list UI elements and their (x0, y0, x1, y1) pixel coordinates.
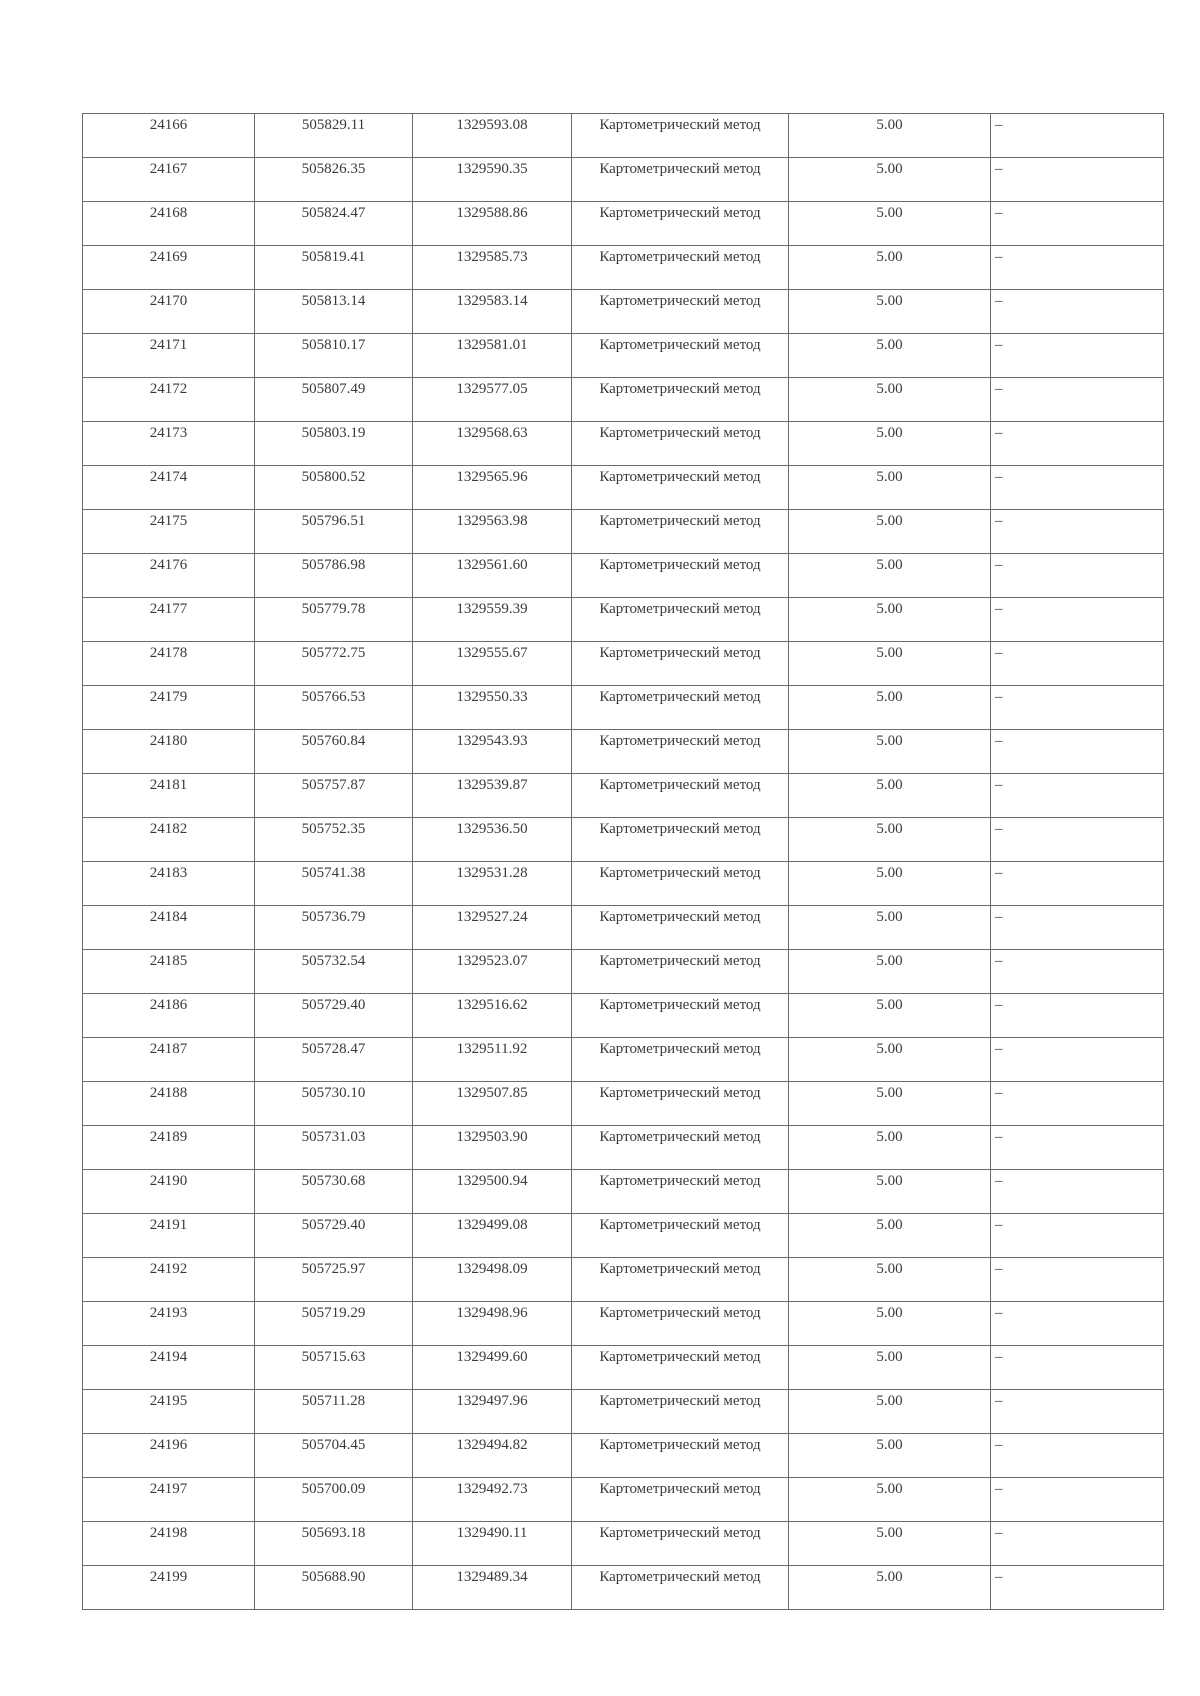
description-cell: – (991, 466, 1164, 510)
accuracy-cell: 5.00 (789, 994, 991, 1038)
y-coordinate-cell: 1329559.39 (413, 598, 572, 642)
y-coordinate-cell: 1329585.73 (413, 246, 572, 290)
point-number-cell: 24188 (83, 1082, 255, 1126)
x-coordinate-cell: 505736.79 (255, 906, 413, 950)
x-coordinate-cell: 505757.87 (255, 774, 413, 818)
y-coordinate-cell: 1329539.87 (413, 774, 572, 818)
table-row (83, 1082, 1164, 1126)
accuracy-cell: 5.00 (789, 510, 991, 554)
x-coordinate-cell: 505829.11 (255, 114, 413, 158)
table-row (83, 290, 1164, 334)
accuracy-cell: 5.00 (789, 1038, 991, 1082)
accuracy-cell: 5.00 (789, 378, 991, 422)
point-number-cell: 24189 (83, 1126, 255, 1170)
method-cell: Картометрический метод (572, 334, 789, 378)
method-cell: Картометрический метод (572, 950, 789, 994)
table-row (83, 334, 1164, 378)
x-coordinate-cell: 505803.19 (255, 422, 413, 466)
method-cell: Картометрический метод (572, 1346, 789, 1390)
point-number-cell: 24171 (83, 334, 255, 378)
accuracy-cell: 5.00 (789, 1390, 991, 1434)
method-cell: Картометрический метод (572, 1082, 789, 1126)
point-number-cell: 24192 (83, 1258, 255, 1302)
point-number-cell: 24196 (83, 1434, 255, 1478)
description-cell: – (991, 202, 1164, 246)
y-coordinate-cell: 1329489.34 (413, 1566, 572, 1610)
method-cell: Картометрический метод (572, 1126, 789, 1170)
point-number-cell: 24176 (83, 554, 255, 598)
method-cell: Картометрический метод (572, 422, 789, 466)
point-number-cell: 24177 (83, 598, 255, 642)
method-cell: Картометрический метод (572, 1214, 789, 1258)
description-cell: – (991, 290, 1164, 334)
accuracy-cell: 5.00 (789, 290, 991, 334)
point-number-cell: 24184 (83, 906, 255, 950)
y-coordinate-cell: 1329577.05 (413, 378, 572, 422)
table-row (83, 818, 1164, 862)
description-cell: – (991, 554, 1164, 598)
x-coordinate-cell: 505730.68 (255, 1170, 413, 1214)
method-cell: Картометрический метод (572, 774, 789, 818)
description-cell: – (991, 114, 1164, 158)
x-coordinate-cell: 505729.40 (255, 994, 413, 1038)
point-number-cell: 24178 (83, 642, 255, 686)
point-number-cell: 24186 (83, 994, 255, 1038)
point-number-cell: 24167 (83, 158, 255, 202)
y-coordinate-cell: 1329590.35 (413, 158, 572, 202)
coordinates-table-body (83, 114, 1164, 1610)
method-cell: Картометрический метод (572, 466, 789, 510)
table-row (83, 1302, 1164, 1346)
y-coordinate-cell: 1329568.63 (413, 422, 572, 466)
accuracy-cell: 5.00 (789, 686, 991, 730)
y-coordinate-cell: 1329507.85 (413, 1082, 572, 1126)
point-number-cell: 24169 (83, 246, 255, 290)
table-row (83, 730, 1164, 774)
table-row (83, 422, 1164, 466)
table-row (83, 994, 1164, 1038)
method-cell: Картометрический метод (572, 1170, 789, 1214)
x-coordinate-cell: 505824.47 (255, 202, 413, 246)
x-coordinate-cell: 505711.28 (255, 1390, 413, 1434)
point-number-cell: 24191 (83, 1214, 255, 1258)
description-cell: – (991, 1082, 1164, 1126)
x-coordinate-cell: 505719.29 (255, 1302, 413, 1346)
accuracy-cell: 5.00 (789, 466, 991, 510)
accuracy-cell: 5.00 (789, 1566, 991, 1610)
y-coordinate-cell: 1329536.50 (413, 818, 572, 862)
accuracy-cell: 5.00 (789, 818, 991, 862)
y-coordinate-cell: 1329490.11 (413, 1522, 572, 1566)
x-coordinate-cell: 505779.78 (255, 598, 413, 642)
description-cell: – (991, 862, 1164, 906)
x-coordinate-cell: 505732.54 (255, 950, 413, 994)
method-cell: Картометрический метод (572, 598, 789, 642)
accuracy-cell: 5.00 (789, 950, 991, 994)
description-cell: – (991, 906, 1164, 950)
description-cell: – (991, 1126, 1164, 1170)
point-number-cell: 24198 (83, 1522, 255, 1566)
table-row (83, 158, 1164, 202)
table-row (83, 1390, 1164, 1434)
accuracy-cell: 5.00 (789, 114, 991, 158)
accuracy-cell: 5.00 (789, 1082, 991, 1126)
x-coordinate-cell: 505715.63 (255, 1346, 413, 1390)
x-coordinate-cell: 505800.52 (255, 466, 413, 510)
method-cell: Картометрический метод (572, 202, 789, 246)
accuracy-cell: 5.00 (789, 1478, 991, 1522)
accuracy-cell: 5.00 (789, 246, 991, 290)
x-coordinate-cell: 505700.09 (255, 1478, 413, 1522)
accuracy-cell: 5.00 (789, 1126, 991, 1170)
y-coordinate-cell: 1329583.14 (413, 290, 572, 334)
description-cell: – (991, 950, 1164, 994)
description-cell: – (991, 1478, 1164, 1522)
point-number-cell: 24172 (83, 378, 255, 422)
x-coordinate-cell: 505725.97 (255, 1258, 413, 1302)
accuracy-cell: 5.00 (789, 1170, 991, 1214)
description-cell: – (991, 1346, 1164, 1390)
y-coordinate-cell: 1329523.07 (413, 950, 572, 994)
table-row (83, 1170, 1164, 1214)
table-row (83, 202, 1164, 246)
table-row (83, 1478, 1164, 1522)
y-coordinate-cell: 1329499.60 (413, 1346, 572, 1390)
description-cell: – (991, 1038, 1164, 1082)
table-row (83, 1522, 1164, 1566)
table-row (83, 906, 1164, 950)
table-row (83, 466, 1164, 510)
x-coordinate-cell: 505760.84 (255, 730, 413, 774)
description-cell: – (991, 774, 1164, 818)
accuracy-cell: 5.00 (789, 598, 991, 642)
method-cell: Картометрический метод (572, 1566, 789, 1610)
point-number-cell: 24199 (83, 1566, 255, 1610)
table-row (83, 642, 1164, 686)
method-cell: Картометрический метод (572, 290, 789, 334)
method-cell: Картометрический метод (572, 1522, 789, 1566)
description-cell: – (991, 1302, 1164, 1346)
accuracy-cell: 5.00 (789, 1522, 991, 1566)
accuracy-cell: 5.00 (789, 158, 991, 202)
description-cell: – (991, 378, 1164, 422)
y-coordinate-cell: 1329503.90 (413, 1126, 572, 1170)
y-coordinate-cell: 1329497.96 (413, 1390, 572, 1434)
point-number-cell: 24179 (83, 686, 255, 730)
x-coordinate-cell: 505796.51 (255, 510, 413, 554)
x-coordinate-cell: 505807.49 (255, 378, 413, 422)
x-coordinate-cell: 505704.45 (255, 1434, 413, 1478)
accuracy-cell: 5.00 (789, 554, 991, 598)
accuracy-cell: 5.00 (789, 1214, 991, 1258)
method-cell: Картометрический метод (572, 686, 789, 730)
method-cell: Картометрический метод (572, 1434, 789, 1478)
description-cell: – (991, 246, 1164, 290)
y-coordinate-cell: 1329494.82 (413, 1434, 572, 1478)
table-row (83, 246, 1164, 290)
point-number-cell: 24168 (83, 202, 255, 246)
point-number-cell: 24181 (83, 774, 255, 818)
method-cell: Картометрический метод (572, 1038, 789, 1082)
x-coordinate-cell: 505752.35 (255, 818, 413, 862)
point-number-cell: 24197 (83, 1478, 255, 1522)
description-cell: – (991, 1214, 1164, 1258)
table-row (83, 510, 1164, 554)
x-coordinate-cell: 505819.41 (255, 246, 413, 290)
method-cell: Картометрический метод (572, 818, 789, 862)
y-coordinate-cell: 1329550.33 (413, 686, 572, 730)
table-row (83, 1258, 1164, 1302)
method-cell: Картометрический метод (572, 554, 789, 598)
point-number-cell: 24195 (83, 1390, 255, 1434)
x-coordinate-cell: 505786.98 (255, 554, 413, 598)
description-cell: – (991, 1390, 1164, 1434)
description-cell: – (991, 642, 1164, 686)
accuracy-cell: 5.00 (789, 906, 991, 950)
accuracy-cell: 5.00 (789, 774, 991, 818)
table-row (83, 950, 1164, 994)
y-coordinate-cell: 1329511.92 (413, 1038, 572, 1082)
x-coordinate-cell: 505688.90 (255, 1566, 413, 1610)
point-number-cell: 24175 (83, 510, 255, 554)
table-row (83, 1434, 1164, 1478)
method-cell: Картометрический метод (572, 642, 789, 686)
description-cell: – (991, 994, 1164, 1038)
x-coordinate-cell: 505810.17 (255, 334, 413, 378)
description-cell: – (991, 1170, 1164, 1214)
y-coordinate-cell: 1329500.94 (413, 1170, 572, 1214)
description-cell: – (991, 1434, 1164, 1478)
accuracy-cell: 5.00 (789, 202, 991, 246)
point-number-cell: 24180 (83, 730, 255, 774)
table-row (83, 862, 1164, 906)
y-coordinate-cell: 1329555.67 (413, 642, 572, 686)
description-cell: – (991, 686, 1164, 730)
table-row (83, 378, 1164, 422)
method-cell: Картометрический метод (572, 114, 789, 158)
x-coordinate-cell: 505826.35 (255, 158, 413, 202)
table-row (83, 1566, 1164, 1610)
x-coordinate-cell: 505693.18 (255, 1522, 413, 1566)
point-number-cell: 24185 (83, 950, 255, 994)
description-cell: – (991, 422, 1164, 466)
y-coordinate-cell: 1329563.98 (413, 510, 572, 554)
accuracy-cell: 5.00 (789, 1258, 991, 1302)
table-row (83, 1126, 1164, 1170)
method-cell: Картометрический метод (572, 730, 789, 774)
method-cell: Картометрический метод (572, 994, 789, 1038)
table-row (83, 114, 1164, 158)
table-row (83, 598, 1164, 642)
point-number-cell: 24174 (83, 466, 255, 510)
point-number-cell: 24190 (83, 1170, 255, 1214)
table-row (83, 554, 1164, 598)
description-cell: – (991, 1522, 1164, 1566)
y-coordinate-cell: 1329498.09 (413, 1258, 572, 1302)
method-cell: Картометрический метод (572, 1478, 789, 1522)
description-cell: – (991, 158, 1164, 202)
point-number-cell: 24173 (83, 422, 255, 466)
method-cell: Картометрический метод (572, 1390, 789, 1434)
y-coordinate-cell: 1329561.60 (413, 554, 572, 598)
y-coordinate-cell: 1329593.08 (413, 114, 572, 158)
description-cell: – (991, 818, 1164, 862)
y-coordinate-cell: 1329498.96 (413, 1302, 572, 1346)
table-row (83, 1346, 1164, 1390)
accuracy-cell: 5.00 (789, 334, 991, 378)
method-cell: Картометрический метод (572, 246, 789, 290)
y-coordinate-cell: 1329516.62 (413, 994, 572, 1038)
accuracy-cell: 5.00 (789, 730, 991, 774)
point-number-cell: 24193 (83, 1302, 255, 1346)
description-cell: – (991, 598, 1164, 642)
point-number-cell: 24183 (83, 862, 255, 906)
accuracy-cell: 5.00 (789, 862, 991, 906)
x-coordinate-cell: 505731.03 (255, 1126, 413, 1170)
method-cell: Картометрический метод (572, 158, 789, 202)
y-coordinate-cell: 1329531.28 (413, 862, 572, 906)
accuracy-cell: 5.00 (789, 1302, 991, 1346)
accuracy-cell: 5.00 (789, 1346, 991, 1390)
y-coordinate-cell: 1329543.93 (413, 730, 572, 774)
point-number-cell: 24187 (83, 1038, 255, 1082)
y-coordinate-cell: 1329565.96 (413, 466, 572, 510)
method-cell: Картометрический метод (572, 1258, 789, 1302)
point-number-cell: 24182 (83, 818, 255, 862)
description-cell: – (991, 730, 1164, 774)
x-coordinate-cell: 505766.53 (255, 686, 413, 730)
y-coordinate-cell: 1329499.08 (413, 1214, 572, 1258)
method-cell: Картометрический метод (572, 1302, 789, 1346)
y-coordinate-cell: 1329527.24 (413, 906, 572, 950)
table-row (83, 1214, 1164, 1258)
accuracy-cell: 5.00 (789, 422, 991, 466)
description-cell: – (991, 334, 1164, 378)
coordinates-table (82, 113, 1164, 1610)
x-coordinate-cell: 505728.47 (255, 1038, 413, 1082)
description-cell: – (991, 510, 1164, 554)
point-number-cell: 24170 (83, 290, 255, 334)
point-number-cell: 24166 (83, 114, 255, 158)
table-row (83, 1038, 1164, 1082)
x-coordinate-cell: 505813.14 (255, 290, 413, 334)
method-cell: Картометрический метод (572, 510, 789, 554)
y-coordinate-cell: 1329588.86 (413, 202, 572, 246)
x-coordinate-cell: 505741.38 (255, 862, 413, 906)
description-cell: – (991, 1258, 1164, 1302)
table-row (83, 774, 1164, 818)
x-coordinate-cell: 505729.40 (255, 1214, 413, 1258)
y-coordinate-cell: 1329581.01 (413, 334, 572, 378)
x-coordinate-cell: 505730.10 (255, 1082, 413, 1126)
point-number-cell: 24194 (83, 1346, 255, 1390)
accuracy-cell: 5.00 (789, 642, 991, 686)
table-row (83, 686, 1164, 730)
accuracy-cell: 5.00 (789, 1434, 991, 1478)
method-cell: Картометрический метод (572, 378, 789, 422)
description-cell: – (991, 1566, 1164, 1610)
x-coordinate-cell: 505772.75 (255, 642, 413, 686)
method-cell: Картометрический метод (572, 862, 789, 906)
method-cell: Картометрический метод (572, 906, 789, 950)
y-coordinate-cell: 1329492.73 (413, 1478, 572, 1522)
